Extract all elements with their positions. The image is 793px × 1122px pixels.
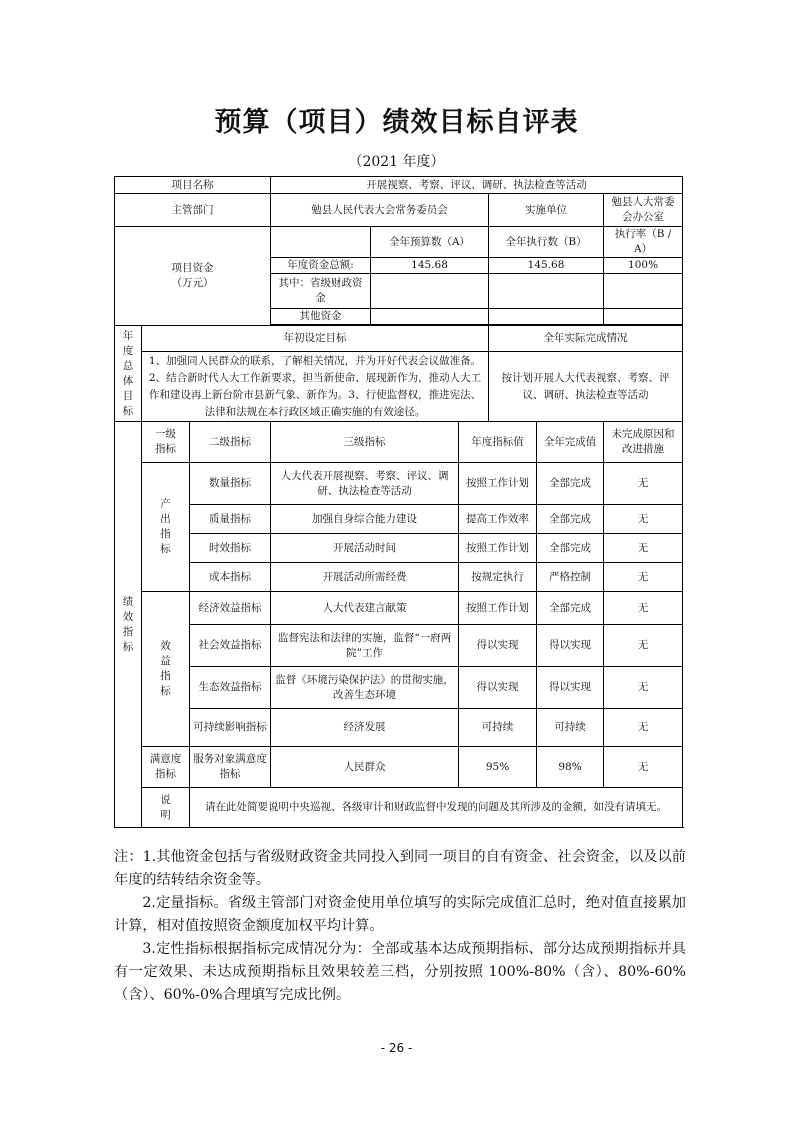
- funds-exec-header: 全年执行数（B）: [489, 227, 604, 258]
- impl-unit-value: 勉县人大常委会办公室: [604, 194, 683, 227]
- dept-label: 主管部门: [115, 194, 271, 227]
- row7-level3: 监督《环境污染保护法》的贯彻实施，改善生态环境: [271, 667, 459, 709]
- funds-total-label: 年度资金总额:: [271, 258, 371, 274]
- row9-level2: 服务对象满意度指标: [190, 747, 271, 788]
- dept-value: 勉县人民代表大会常务委员会: [271, 194, 489, 227]
- row1-annual: 按照工作计划: [459, 463, 537, 505]
- row5-reason: 无: [604, 592, 683, 625]
- notes-section: [114, 846, 686, 1007]
- page-title: 预算（项目）绩效目标自评表: [214, 107, 579, 138]
- row7-reason: 无: [604, 667, 683, 709]
- row4-level3: 开展活动所需经费: [271, 563, 459, 592]
- row2-reason: 无: [604, 505, 683, 534]
- row6-level2: 社会效益指标: [190, 625, 271, 667]
- row4-reason: 无: [604, 563, 683, 592]
- header-level2: 二级指标: [190, 422, 271, 463]
- funds-provincial-label: 其中：省级财政资金: [271, 274, 371, 309]
- note-1: 注：1.其他资金包括与省级财政资金共同投入到同一项目的自有资金、社会资金，以及以前年度的结转结余资金等。: [114, 849, 686, 888]
- row6-reason: 无: [604, 625, 683, 667]
- row2-actual: 全部完成: [537, 505, 604, 534]
- row1-level3: 人大代表开展视察、考察、评议、调研、执法检查等活动: [271, 463, 459, 505]
- project-name-label: 项目名称: [115, 177, 271, 194]
- overall-goal-side-label: 年 度 总 体 目 标: [115, 326, 142, 422]
- row8-level3: 经济发展: [271, 709, 459, 747]
- effect-indicator-label: 效 益 指 标: [142, 592, 190, 747]
- funds-total-rate: 100%: [604, 258, 683, 274]
- row3-level3: 开展活动时间: [271, 534, 459, 563]
- row4-actual: 严格控制: [537, 563, 604, 592]
- project-name-value: 开展视察、考察、评议、调研、执法检查等活动: [271, 177, 683, 194]
- output-indicator-label: 产 出 指 标: [142, 463, 190, 592]
- row5-annual: 按照工作计划: [459, 592, 537, 625]
- explain-label: 说 明: [142, 788, 190, 828]
- funds-other-rate: [604, 309, 683, 325]
- header-level1: 一级 指标: [142, 422, 190, 463]
- row9-level1: 满意度 指标: [142, 747, 190, 788]
- header-annual-value: 年度指标值: [459, 422, 537, 463]
- row6-actual: 得以实现: [537, 625, 604, 667]
- row9-level3: 人民群众: [271, 747, 459, 788]
- row1-actual: 全部完成: [537, 463, 604, 505]
- actual-completion-header: 全年实际完成情况: [489, 326, 683, 352]
- row5-level3: 人大代表建言献策: [271, 592, 459, 625]
- funds-total-budget: 145.68: [371, 258, 489, 274]
- row7-annual: 得以实现: [459, 667, 537, 709]
- row3-reason: 无: [604, 534, 683, 563]
- row2-level2: 质量指标: [190, 505, 271, 534]
- funds-total-exec: 145.68: [489, 258, 604, 274]
- row8-level2: 可持续影响指标: [190, 709, 271, 747]
- row9-actual: 98%: [537, 747, 604, 788]
- evaluation-table: [114, 176, 683, 828]
- header-reason: 未完成原因和改进措施: [604, 422, 683, 463]
- row3-annual: 按照工作计划: [459, 534, 537, 563]
- funds-label: 项目资金 （万元）: [115, 227, 271, 326]
- row7-level2: 生态效益指标: [190, 667, 271, 709]
- header-actual-value: 全年完成值: [537, 422, 604, 463]
- header-level3: 三级指标: [271, 422, 459, 463]
- row8-annual: 可持续: [459, 709, 537, 747]
- row2-level3: 加强自身综合能力建设: [271, 505, 459, 534]
- funds-other-exec: [489, 309, 604, 325]
- row9-reason: 无: [604, 747, 683, 788]
- funds-provincial-exec: [489, 274, 604, 309]
- funds-other-label: 其他资金: [271, 309, 371, 325]
- row5-level2: 经济效益指标: [190, 592, 271, 625]
- year-label: （2021 年度）: [348, 154, 445, 170]
- actual-completion-text: 按计划开展人大代表视察、考察、评议、调研、执法检查等活动: [489, 352, 683, 422]
- note-3: 3.定性指标根据指标完成情况分为：全部或基本达成预期指标、部分达成预期指标并具有一定效果、未达成预期指标且效果较差三档，分别按照 100%-80%（含）、80%-60%（含）、60%-0%合理填写完成比例。: [114, 941, 686, 1003]
- row3-actual: 全部完成: [537, 534, 604, 563]
- funds-other-budget: [371, 309, 489, 325]
- funds-budget-header: 全年预算数（A）: [371, 227, 489, 258]
- row5-actual: 全部完成: [537, 592, 604, 625]
- funds-provincial-rate: [604, 274, 683, 309]
- initial-goal-header: 年初设定目标: [142, 326, 489, 352]
- note-2: 2.定量指标。省级主管部门对资金使用单位填写的实际完成值汇总时，绝对值直接累加计算，相对值按照资金额度加权平均计算。: [114, 895, 686, 934]
- row6-level3: 监督宪法和法律的实施，监督“一府两院”工作: [271, 625, 459, 667]
- impl-unit-label: 实施单位: [489, 194, 604, 227]
- funds-rate-header: 执行率（B / A）: [604, 227, 683, 258]
- row4-annual: 按规定执行: [459, 563, 537, 592]
- row6-annual: 得以实现: [459, 625, 537, 667]
- initial-goal-text: 1、加强同人民群众的联系，了解相关情况，并为开好代表会议做准备。2、结合新时代人大工作新要求，担当新使命、展现新作为，推动人大工作和建设再上新台阶市县新气象、新作为。3、行使监督权，推进宪法、法律和法规在本行政区域正确实施的有效途径。: [142, 352, 489, 422]
- funds-blank-header: [271, 227, 371, 258]
- row9-annual: 95%: [459, 747, 537, 788]
- row7-actual: 得以实现: [537, 667, 604, 709]
- row1-reason: 无: [604, 463, 683, 505]
- page-number: - 26 -: [380, 1041, 413, 1055]
- row8-reason: 无: [604, 709, 683, 747]
- row1-level2: 数量指标: [190, 463, 271, 505]
- explain-text: 请在此处简要说明中央巡视、各级审计和财政监督中发现的问题及其所涉及的金额，如没有请填无。: [190, 788, 683, 828]
- row2-annual: 提高工作效率: [459, 505, 537, 534]
- row3-level2: 时效指标: [190, 534, 271, 563]
- row8-actual: 可持续: [537, 709, 604, 747]
- performance-indicator-side-label: 绩 效 指 标: [115, 422, 142, 828]
- row4-level2: 成本指标: [190, 563, 271, 592]
- funds-provincial-budget: [371, 274, 489, 309]
